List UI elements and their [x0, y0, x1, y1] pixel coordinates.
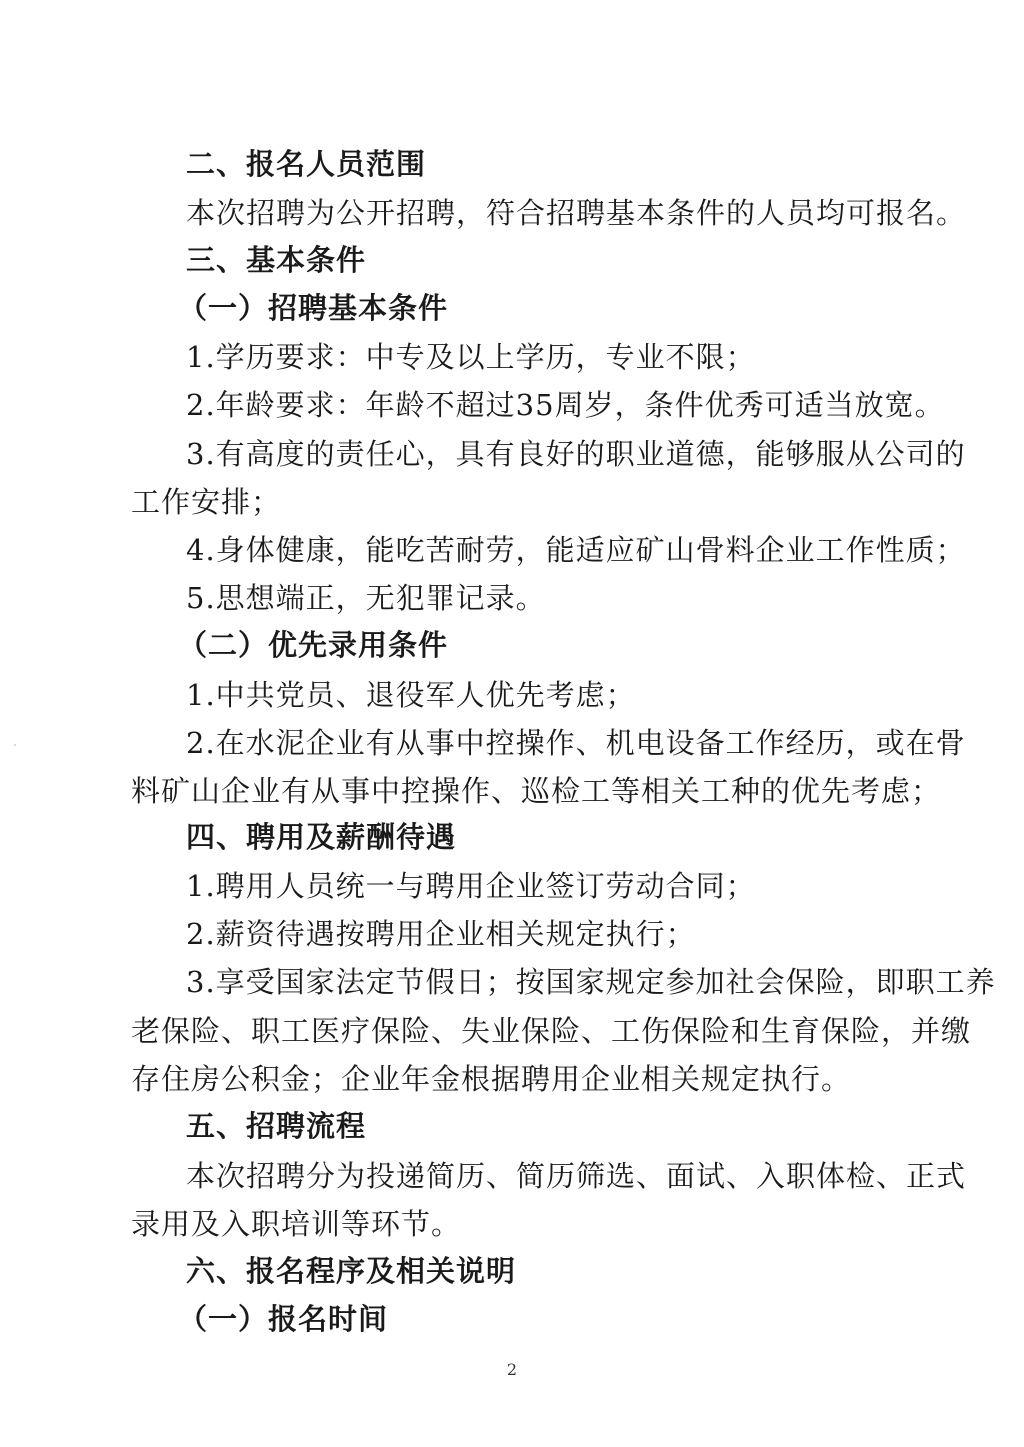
paragraph-continuation: 录用及入职培训等环节。 — [131, 1207, 462, 1241]
list-item: 2.在水泥企业有从事中控操作、机电设备工作经历，或在骨 — [186, 726, 966, 760]
subsection-heading: （一）报名时间 — [178, 1302, 389, 1336]
list-item: 3.有高度的责任心，具有良好的职业道德，能够服从公司的 — [186, 437, 966, 471]
list-item: 3.享受国家法定节假日；按国家规定参加社会保险，即职工养 — [186, 965, 996, 999]
list-item: 2.薪资待遇按聘用企业相关规定执行； — [186, 917, 696, 951]
list-item-continuation: 老保险、职工医疗保险、失业保险、工伤保险和生育保险，并缴 — [131, 1014, 972, 1048]
list-item-continuation: 料矿山企业有从事中控操作、巡检工等相关工种的优先考虑； — [131, 774, 942, 808]
list-item: 5.思想端正，无犯罪记录。 — [186, 581, 546, 615]
list-item: 2.年龄要求：年龄不超过35周岁，条件优秀可适当放宽。 — [186, 388, 945, 422]
list-item-continuation: 存住房公积金；企业年金根据聘用企业相关规定执行。 — [131, 1062, 852, 1096]
section-heading-2: 二、报名人员范围 — [186, 147, 427, 181]
list-item: 4.身体健康，能吃苦耐劳，能适应矿山骨料企业工作性质； — [186, 533, 966, 567]
subsection-heading: （一）招聘基本条件 — [178, 291, 449, 325]
section-heading-5: 五、招聘流程 — [186, 1109, 367, 1143]
paragraph-text: 本次招聘分为投递简历、简历筛选、面试、入职体检、正式 — [186, 1159, 967, 1193]
section-heading-4: 四、聘用及薪酬待遇 — [186, 820, 457, 854]
section-heading-6: 六、报名程序及相关说明 — [186, 1254, 517, 1288]
list-item-continuation: 工作安排； — [131, 485, 282, 519]
list-item: 1.学历要求：中专及以上学历，专业不限； — [186, 340, 756, 374]
section-heading-3: 三、基本条件 — [186, 243, 367, 277]
list-item: 1.聘用人员统一与聘用企业签订劳动合同； — [186, 869, 756, 903]
list-item: 1.中共党员、退役军人优先考虑； — [186, 678, 636, 712]
subsection-heading: （二）优先录用条件 — [178, 628, 449, 662]
page-number: 2 — [506, 1360, 518, 1379]
scan-speck — [14, 744, 16, 746]
paragraph-text: 本次招聘为公开招聘，符合招聘基本条件的人员均可报名。 — [186, 196, 967, 230]
